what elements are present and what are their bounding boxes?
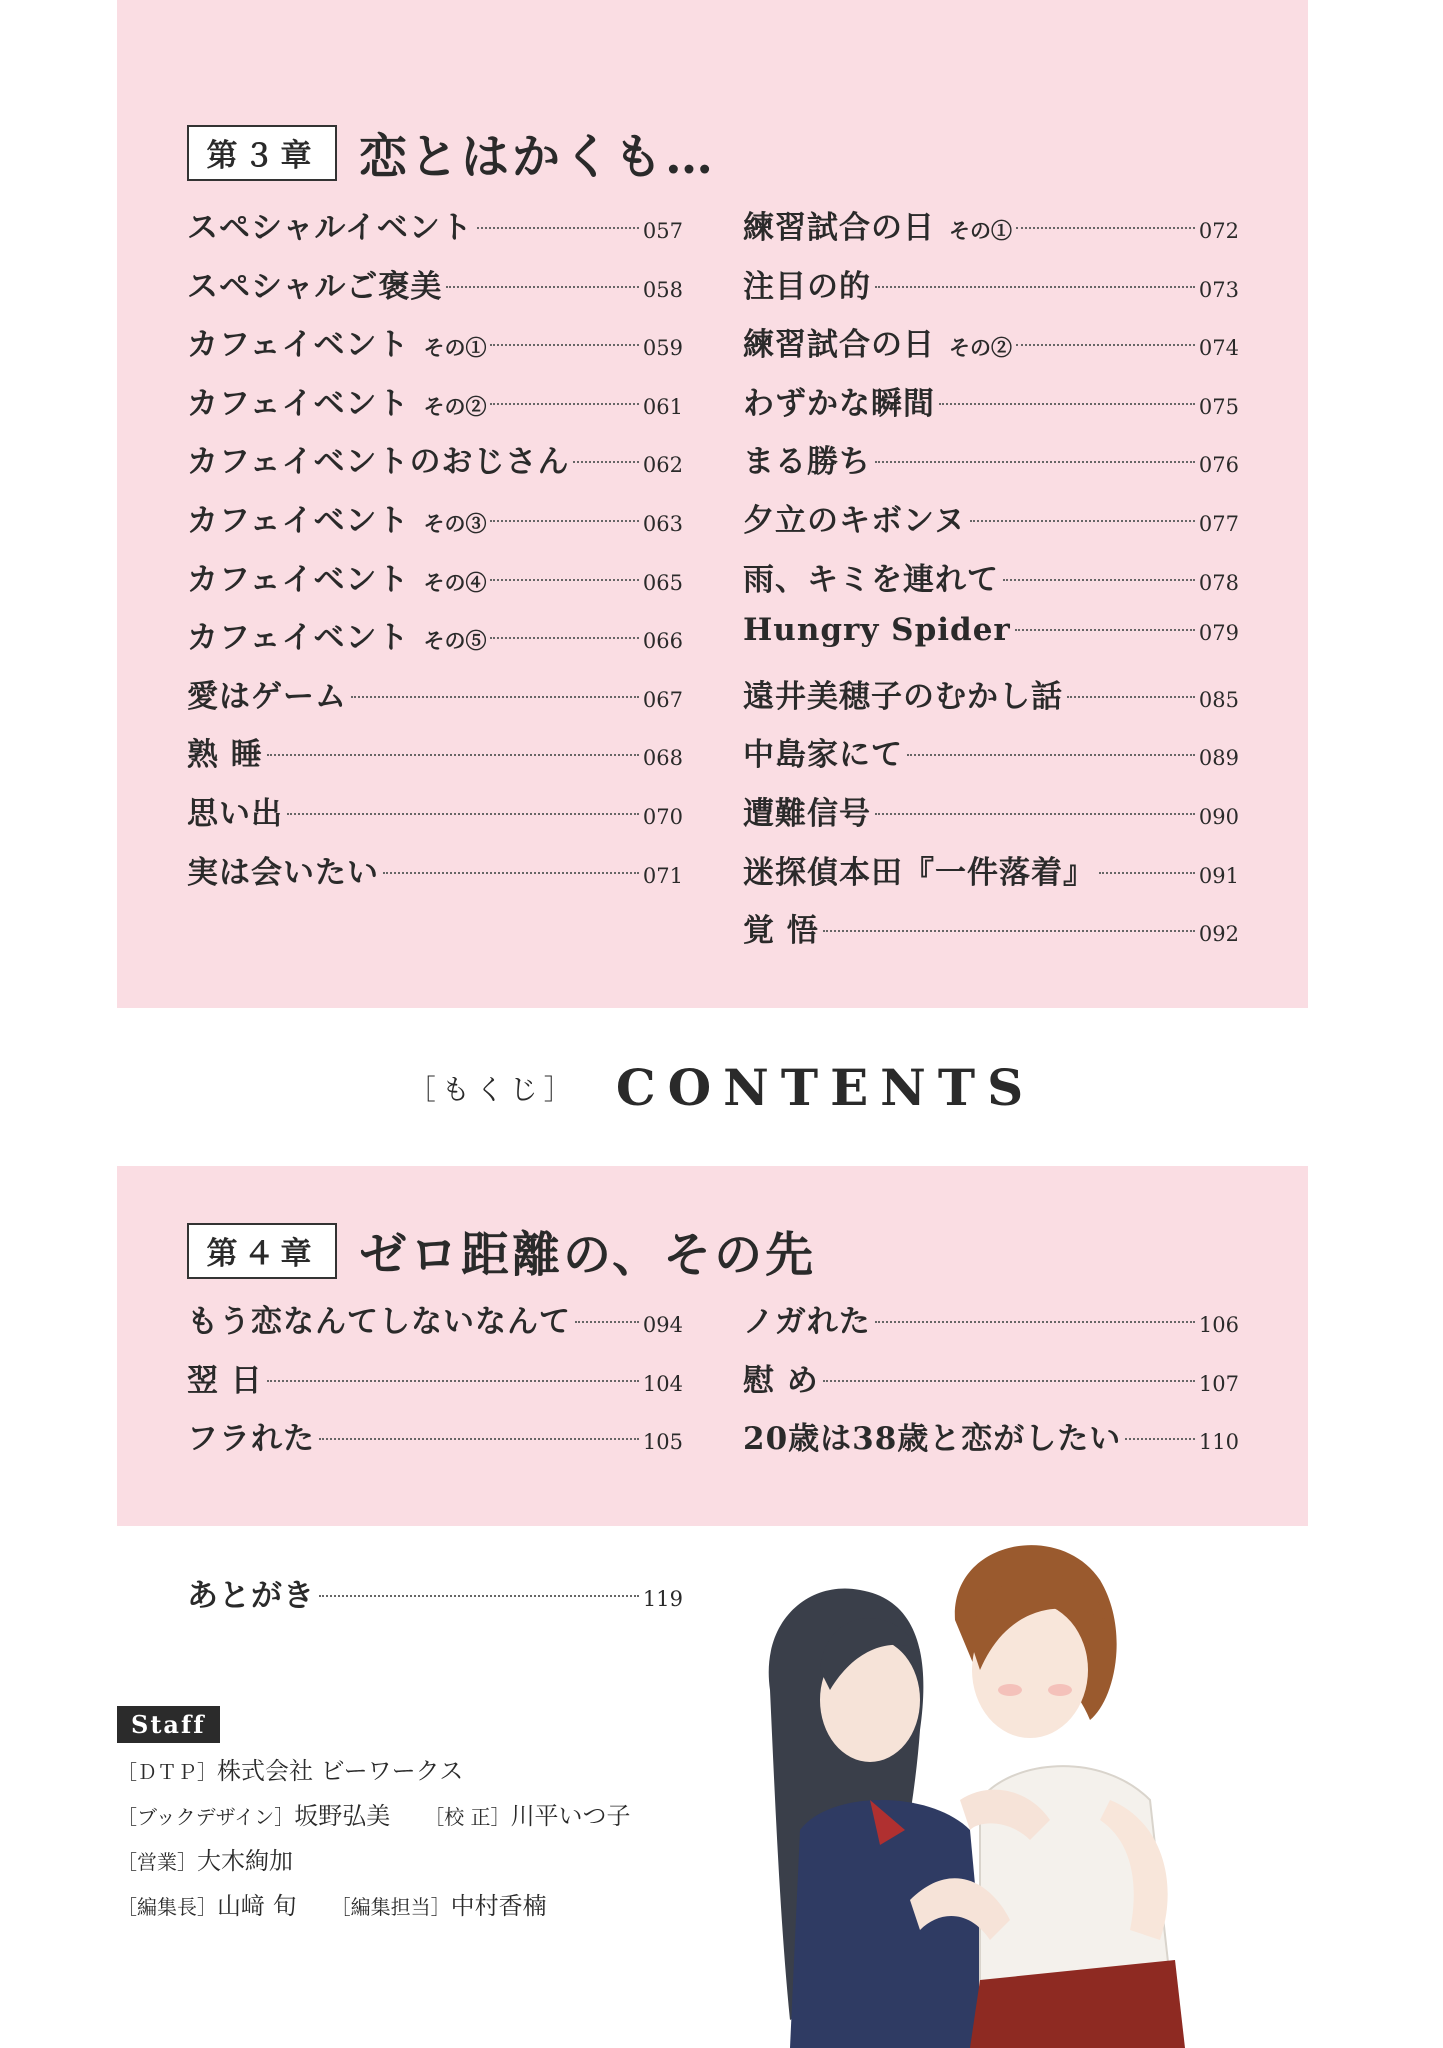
toc-entry[interactable] <box>187 1413 683 1472</box>
leader-dots <box>970 520 1195 522</box>
toc-entry[interactable] <box>743 554 1239 613</box>
toc-entry[interactable] <box>187 847 683 906</box>
toc-entry[interactable] <box>743 905 1239 964</box>
toc-entry-page: 073 <box>1198 277 1239 302</box>
leader-dots <box>1125 1438 1195 1440</box>
toc-entry-page: 085 <box>1198 687 1239 712</box>
toc-entry-title: 慰 め <box>743 1362 819 1399</box>
toc-entry[interactable] <box>187 319 683 378</box>
toc-entry-title: スペシャルイベント <box>187 210 473 246</box>
leader-dots <box>490 520 638 522</box>
toc-entry-title: 翌 日 <box>187 1362 263 1399</box>
toc-entry-subtitle: その① <box>949 218 1012 243</box>
staff-name: 川平いつ子 <box>510 1802 631 1830</box>
staff-line-design <box>117 1800 631 1833</box>
toc-entry-title: 20歳は38歳と恋がしたい <box>743 1421 1122 1458</box>
leader-dots <box>287 813 639 815</box>
toc-entry-title: まる勝ち <box>743 444 871 481</box>
toc-entry-page: 104 <box>642 1371 683 1396</box>
toc-entry[interactable] <box>187 495 683 554</box>
toc-entry[interactable] <box>743 319 1239 378</box>
leader-dots <box>1067 696 1195 698</box>
chapter-3-title: 恋とはかくも… <box>359 129 717 185</box>
toc-entry[interactable] <box>743 788 1239 847</box>
toc-entry-title: もう恋なんてしないなんて <box>187 1304 571 1340</box>
toc-entry-page: 106 <box>1198 1313 1239 1337</box>
toc-entry-title: 中島家にて <box>743 737 903 774</box>
toc-entry-page: 062 <box>642 453 683 478</box>
leader-dots <box>319 1595 639 1597</box>
leader-dots <box>383 872 639 874</box>
toc-entry-subtitle: その① <box>423 335 487 361</box>
chapter-3-label: 第３章 <box>187 125 337 181</box>
staff-role: ［ブックデザイン］ <box>117 1805 295 1829</box>
leader-dots <box>1099 872 1195 874</box>
leader-dots <box>477 227 639 229</box>
leader-dots <box>907 754 1195 756</box>
leader-dots <box>823 930 1195 932</box>
leader-dots <box>446 286 639 288</box>
toc-entry-page: 066 <box>642 629 683 654</box>
leader-dots <box>490 579 638 581</box>
toc-entry[interactable] <box>743 436 1239 495</box>
toc-entry-page: 075 <box>1198 394 1239 419</box>
toc-entry[interactable] <box>743 671 1239 730</box>
toc-entry-page: 092 <box>1198 922 1239 947</box>
toc-entry-page: 074 <box>1198 336 1239 361</box>
toc-entry-title: 遭難信号 <box>743 795 871 832</box>
leader-dots <box>875 461 1195 463</box>
toc-entry-page: 072 <box>1198 219 1239 243</box>
afterword-title: あとがき <box>187 1578 315 1614</box>
staff-role: ［編集担当］ <box>330 1895 451 1919</box>
toc-entry-page: 105 <box>642 1430 683 1455</box>
toc-entry-page: 078 <box>1198 570 1239 595</box>
toc-entry-title: 練習試合の日 <box>743 327 935 364</box>
toc-entry-page: 063 <box>642 511 683 536</box>
staff-credits <box>117 1706 631 1923</box>
leader-dots <box>490 403 638 405</box>
toc-entry-subtitle: その② <box>423 393 487 419</box>
toc-entry-title: カフェイベントのおじさん <box>187 444 570 481</box>
chapter-4-title: ゼロ距離の、その先 <box>359 1227 817 1283</box>
toc-entry[interactable] <box>187 436 683 495</box>
chapter-3-right-column <box>743 202 1239 964</box>
toc-entry-page: 057 <box>642 219 683 243</box>
toc-entry-subtitle: その⑤ <box>423 628 487 654</box>
leader-dots <box>351 696 639 698</box>
chapter-4-left-column <box>187 1296 683 1472</box>
toc-entry-title: Hungry Spider <box>743 612 1011 649</box>
chapter-3-left-column <box>187 202 683 905</box>
toc-entry-title: 練習試合の日 <box>743 210 935 246</box>
leader-dots <box>939 403 1195 405</box>
toc-entry[interactable] <box>743 1296 1239 1355</box>
toc-entry[interactable] <box>743 261 1239 320</box>
toc-entry[interactable] <box>187 378 683 437</box>
mokuji-label: ［もくじ］ <box>407 1072 578 1106</box>
toc-entry-title: 雨、キミを連れて <box>743 561 999 598</box>
toc-entry-title: ノガれた <box>743 1304 871 1340</box>
character-illustration <box>730 1500 1290 2048</box>
staff-badge: Staff <box>117 1706 220 1743</box>
toc-entry-page: 071 <box>642 863 683 888</box>
staff-name: 山﨑 旬 <box>217 1892 297 1920</box>
toc-entry-page: 065 <box>642 570 683 595</box>
toc-entry-subtitle: その② <box>949 335 1012 361</box>
leader-dots <box>490 637 638 639</box>
leader-dots <box>875 286 1195 288</box>
staff-role: ［営業］ <box>117 1850 197 1874</box>
chapter-4-panel <box>117 1166 1308 1526</box>
toc-entry[interactable] <box>187 202 683 261</box>
staff-role: ［編集長］ <box>117 1895 217 1919</box>
toc-entry-title: 思い出 <box>187 795 283 832</box>
toc-entry-title: 愛はゲーム <box>187 678 347 715</box>
toc-entry-title: 実は会いたい <box>187 854 379 891</box>
toc-entry-title: 熟 睡 <box>187 737 263 774</box>
leader-dots <box>875 813 1195 815</box>
leader-dots <box>575 1321 639 1323</box>
toc-entry-page: 110 <box>1198 1430 1239 1455</box>
toc-entry-page: 091 <box>1198 863 1239 888</box>
chapter-4-heading <box>187 1216 816 1285</box>
contents-word: CONTENTS <box>615 1058 1036 1117</box>
toc-entry-title: フラれた <box>187 1421 315 1458</box>
toc-entry-title: カフェイベント <box>187 327 410 364</box>
leader-dots <box>1015 629 1195 631</box>
toc-entry-title: 夕立のキボンヌ <box>743 502 966 539</box>
leader-dots <box>319 1438 639 1440</box>
toc-entry-page: 059 <box>642 336 683 361</box>
staff-line-sales <box>117 1845 631 1878</box>
toc-entry[interactable] <box>187 261 683 320</box>
toc-entry[interactable] <box>187 554 683 613</box>
afterword-page: 119 <box>642 1587 683 1611</box>
toc-entry[interactable] <box>743 495 1239 554</box>
toc-entry-title: 迷探偵本田『一件落着』 <box>743 854 1095 891</box>
toc-entry[interactable] <box>743 378 1239 437</box>
toc-entry[interactable] <box>187 1296 683 1355</box>
toc-entry-title: 覚 悟 <box>743 913 819 950</box>
toc-entry[interactable] <box>743 1355 1239 1414</box>
chapter-4-right-column <box>743 1296 1239 1472</box>
leader-dots <box>1016 227 1195 229</box>
toc-entry[interactable] <box>187 1355 683 1414</box>
toc-entry-title: 注目の的 <box>743 268 871 305</box>
toc-entry-page: 067 <box>642 687 683 712</box>
leader-dots <box>573 461 638 463</box>
leader-dots <box>267 754 639 756</box>
toc-entry[interactable] <box>187 612 683 671</box>
staff-name: 坂野弘美 <box>294 1802 391 1830</box>
leader-dots <box>1003 579 1195 581</box>
chapter-4-label: 第４章 <box>187 1223 337 1279</box>
toc-entry-page: 090 <box>1198 804 1239 829</box>
leader-dots <box>823 1380 1195 1382</box>
toc-entry-title: カフェイベント <box>187 502 410 539</box>
staff-role: ［ＤＴＰ］ <box>117 1760 217 1784</box>
toc-entry-page: 058 <box>642 277 683 302</box>
toc-entry-page: 079 <box>1198 621 1239 646</box>
chapter-3-panel <box>117 0 1308 1008</box>
toc-entry-title: わずかな瞬間 <box>743 385 935 422</box>
staff-line-editors <box>117 1890 631 1923</box>
leader-dots <box>490 344 638 346</box>
toc-entry-page: 089 <box>1198 746 1239 771</box>
toc-entry-page: 070 <box>642 804 683 829</box>
chapter-3-heading <box>187 118 716 187</box>
toc-entry[interactable] <box>187 788 683 847</box>
leader-dots <box>875 1321 1195 1323</box>
staff-name: 大木絢加 <box>197 1847 293 1875</box>
toc-entry-page: 107 <box>1198 1371 1239 1396</box>
toc-entry-title: 遠井美穂子のむかし話 <box>743 678 1063 715</box>
toc-entry[interactable] <box>743 1413 1239 1472</box>
toc-entry-subtitle: その③ <box>423 510 487 536</box>
toc-entry[interactable] <box>743 729 1239 788</box>
afterword-entry[interactable] <box>187 1570 683 1629</box>
toc-entry-title: スペシャルご褒美 <box>187 268 443 305</box>
toc-entry-title: カフェイベント <box>187 620 410 657</box>
staff-name: 株式会社 ビーワークス <box>217 1757 464 1785</box>
toc-entry[interactable] <box>743 847 1239 906</box>
toc-entry-page: 077 <box>1198 511 1239 536</box>
toc-entry-page: 068 <box>642 746 683 771</box>
staff-name: 中村香楠 <box>450 1892 547 1920</box>
leader-dots <box>1016 344 1195 346</box>
toc-entry-title: カフェイベント <box>187 561 410 598</box>
toc-entry[interactable] <box>187 729 683 788</box>
staff-line-dtp <box>117 1755 631 1788</box>
staff-role: ［校 正］ <box>424 1805 511 1829</box>
leader-dots <box>267 1380 639 1382</box>
toc-entry[interactable] <box>187 671 683 730</box>
toc-entry-page: 061 <box>642 394 683 419</box>
toc-entry-page: 076 <box>1198 453 1239 478</box>
toc-entry-page: 094 <box>642 1313 683 1337</box>
toc-entry[interactable] <box>743 612 1239 671</box>
toc-entry-title: カフェイベント <box>187 385 410 422</box>
toc-entry-subtitle: その④ <box>423 569 487 595</box>
toc-entry[interactable] <box>743 202 1239 261</box>
contents-heading <box>0 1058 1443 1117</box>
